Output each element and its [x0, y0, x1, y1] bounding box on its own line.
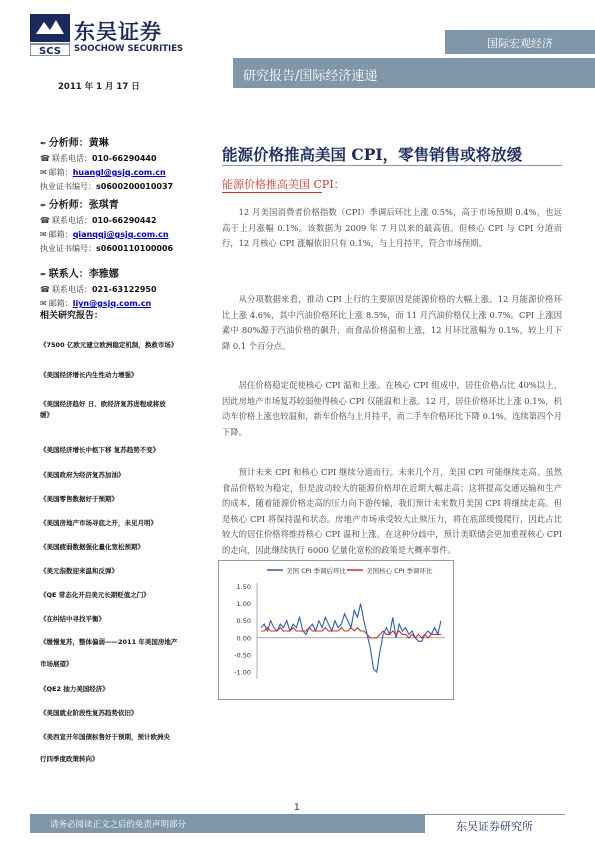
contact-block [40, 265, 157, 309]
contact-heading [40, 265, 157, 280]
company-logo [30, 14, 188, 58]
scs-logo-icon [30, 14, 70, 56]
contact-role: 联系人： [48, 269, 89, 280]
y-tick-label: 0.50 [236, 617, 251, 626]
report-type-label: 研究报告/国际经济速递 [243, 69, 378, 84]
legend-label: 美国 CPI 季调后环比 [286, 567, 347, 575]
related-report-link[interactable]: 《美国房地产市场寻底之开，未见月明》 [40, 519, 157, 527]
pen-icon: ✒ [40, 139, 47, 148]
analyst-name: 张琪青 [88, 200, 119, 211]
analyst-name: 黄琳 [88, 138, 109, 149]
email-link[interactable]: huangl@gsjq.com.cn [72, 168, 166, 177]
header-category-tab [445, 30, 595, 54]
related-report-link[interactable]: 《7500 亿欧元建立欧洲稳定机制，换救市场》 [40, 341, 178, 349]
pen-icon: ✒ [40, 201, 47, 210]
logo-chinese-name: 东吴证券 [74, 20, 162, 44]
mail-icon: ✉ [40, 299, 47, 308]
analyst-cert [40, 243, 173, 254]
cert-label: 执业证书编号： [40, 182, 96, 191]
contact-phone [40, 284, 157, 295]
article-title: 能源价格推高美国 CPI，零售销售或将放缓 [222, 145, 523, 164]
cert-value: s0600110100006 [96, 244, 174, 253]
analyst-cert [40, 181, 173, 192]
cert-value: s0600200010037 [96, 182, 174, 191]
phone-value: 021-63122950 [91, 285, 157, 294]
related-report-link[interactable]: 《美国经济增长内生性动力增强》 [40, 371, 138, 379]
article-paragraph-3: 居住价格稳定促使核心 CPI 温和上涨。在核心 CPI 组成中，居住价格占比 40%以上，因此房地产市场复苏较弱使得核心 CPI 仅能温和上涨。12 月，居住价格环比上涨 0.1%，机动车价格上涨也较温和，新车价格与上月持平，而二手车价格环比下降 0.1%，连续第四个月下降。 [222, 380, 562, 437]
related-reports-title: 相关研究报告： [40, 311, 104, 321]
y-tick-label: -0.50 [234, 651, 251, 660]
related-report-link[interactable]: 《美西宣开年国债标售好于预期，预计欧洲央 [40, 733, 170, 741]
analyst-block-1 [40, 134, 173, 192]
analyst-role: 分析师： [48, 200, 89, 211]
article-paragraph-2: 从分项数据来看，推动 CPI 上行的主要原因是能源价格的大幅上涨。12 月能源价格环比上涨 4.6%，其中汽油价格环比上涨 8.5%，而 11 月汽油价格仅上涨 0.7%。CPI 上涨因素中 80%源于汽油价格的飙升，而食品价格温和上涨，12 月环比涨幅为 0.1%，较上月下降 0.1 个百分点。 [222, 294, 562, 351]
analyst-block-2 [40, 196, 173, 254]
chart-legend [267, 566, 433, 575]
phone-icon: ☎ [40, 216, 50, 225]
phone-label: 联系电话： [51, 216, 92, 225]
related-report-link[interactable]: 《美元指数迎来温和反弹》 [40, 567, 118, 575]
page-number: 1 [294, 803, 300, 813]
related-report-link[interactable]: 行四季度政策转向》 [40, 755, 99, 763]
related-report-link[interactable]: 《在纠结中寻找平衡》 [40, 615, 105, 623]
cpi-chart-svg [219, 561, 453, 699]
y-tick-label: 0.00 [236, 634, 251, 643]
footer-band [30, 815, 425, 833]
related-report-link[interactable]: 《缓慢复苏，整体偏弱——2011 年美国房地产 [40, 638, 178, 646]
section-divider [222, 192, 322, 193]
cert-label: 执业证书编号： [40, 244, 96, 253]
report-type-bar [233, 58, 595, 88]
analyst-role: 分析师： [48, 138, 89, 149]
related-report-link[interactable]: 《QE 常态化开启美元长期贬值之门》 [40, 591, 150, 599]
contact-name: 李雅娜 [88, 269, 119, 280]
mail-icon: ✉ [40, 168, 47, 177]
series-line [261, 628, 441, 638]
article-paragraph-1: 12 月美国消费者价格指数（CPI）季调后环比上涨 0.5%，高于市场预期 0.4%，也远高于上月涨幅 0.1%。该数据为 2009 年 7 月以来的最高值。但核心 CPI 与 CPI 分道而行，12 月核心 CPI 涨幅依旧只有 0.1%，与上月持平，符合市场预期。 [222, 207, 562, 249]
phone-label: 联系电话： [51, 285, 92, 294]
logo-mark-text: SCS [39, 46, 61, 56]
y-tick-label: -1.00 [234, 668, 251, 677]
report-date: 2011 年 1 月 17 日 [58, 82, 140, 92]
disclaimer-text: 请务必阅读正文之后的免责声明部分 [50, 820, 187, 830]
institute-name: 东吴证券研究所 [456, 820, 533, 833]
analyst-heading [40, 196, 173, 211]
phone-icon: ☎ [40, 285, 50, 294]
y-tick-label: 1.00 [236, 600, 251, 609]
email-link[interactable]: qianqqj@gsjq.com.cn [72, 230, 169, 239]
cpi-chart [218, 560, 454, 700]
mail-icon: ✉ [40, 230, 47, 239]
logo-english-name: SOOCHOW SECURITIES [74, 44, 184, 54]
email-label: 邮箱： [48, 230, 73, 239]
analyst-email [40, 229, 173, 240]
related-report-link[interactable]: 《美国零售数据好于预期》 [40, 495, 118, 503]
section-heading: 能源价格推高美国 CPI： [222, 178, 345, 191]
email-link[interactable]: liyn@gsjq.com.cn [72, 299, 152, 308]
phone-value: 010-66290440 [91, 154, 157, 163]
analyst-phone [40, 153, 173, 164]
y-tick-label: 1.50 [236, 582, 251, 591]
pen-icon: ✒ [40, 270, 47, 279]
analyst-email [40, 167, 173, 178]
chart-axis [234, 583, 445, 679]
legend-label: 美国核心 CPI 季调环比 [366, 567, 433, 575]
related-report-link[interactable]: 《美国政府为经济复苏加油》 [40, 471, 125, 479]
analyst-heading [40, 134, 173, 149]
phone-label: 联系电话： [51, 154, 92, 163]
related-report-link[interactable]: 缓》 [40, 411, 53, 419]
phone-icon: ☎ [40, 154, 50, 163]
related-report-link[interactable]: 《美国经济趋好 日、欧经济复苏进程或将放 [40, 400, 166, 408]
related-report-link[interactable]: 《美国疲弱数据强化量化宽松预期》 [40, 543, 144, 551]
related-report-link[interactable]: 《美国就业阶段性复苏趋势依旧》 [40, 709, 138, 717]
related-report-link[interactable]: 市场展望》 [40, 660, 73, 668]
related-report-link[interactable]: 《QE2 抽力美国经济》 [40, 685, 109, 693]
analyst-phone [40, 215, 173, 226]
email-label: 邮箱： [48, 299, 73, 308]
email-label: 邮箱： [48, 168, 73, 177]
related-report-link[interactable]: 《美国经济增长中枢下移 复苏趋势不变》 [40, 446, 160, 454]
title-divider [222, 165, 562, 166]
article-paragraph-4: 预计未来 CPI 和核心 CPI 继续分道而行。未来几个月，美国 CPI 可能继续走高。虽然食品价格较为稳定，但是波动较大的能源价格却在近期大幅走高；这将提高交通运输和生产的成本，随着能源价格走高的压力向下游传输，我们预计未来数月美国 CPI 将继续走高。但是核心 CPI 将保持温和状态。房地产市场承受较大止赎压力，将在底部缓慢爬行，因此占比较大的居住价格将维持核心 CPI 温和上涨。在这种分歧中，预计美联储会更加重视核心 CPI 的走向，因此继续执行 6000 亿量化宽松的政策是大概率事件。 [222, 467, 562, 555]
phone-value: 010-66290442 [91, 216, 157, 225]
header-category-label: 国际宏观经济 [487, 37, 553, 50]
